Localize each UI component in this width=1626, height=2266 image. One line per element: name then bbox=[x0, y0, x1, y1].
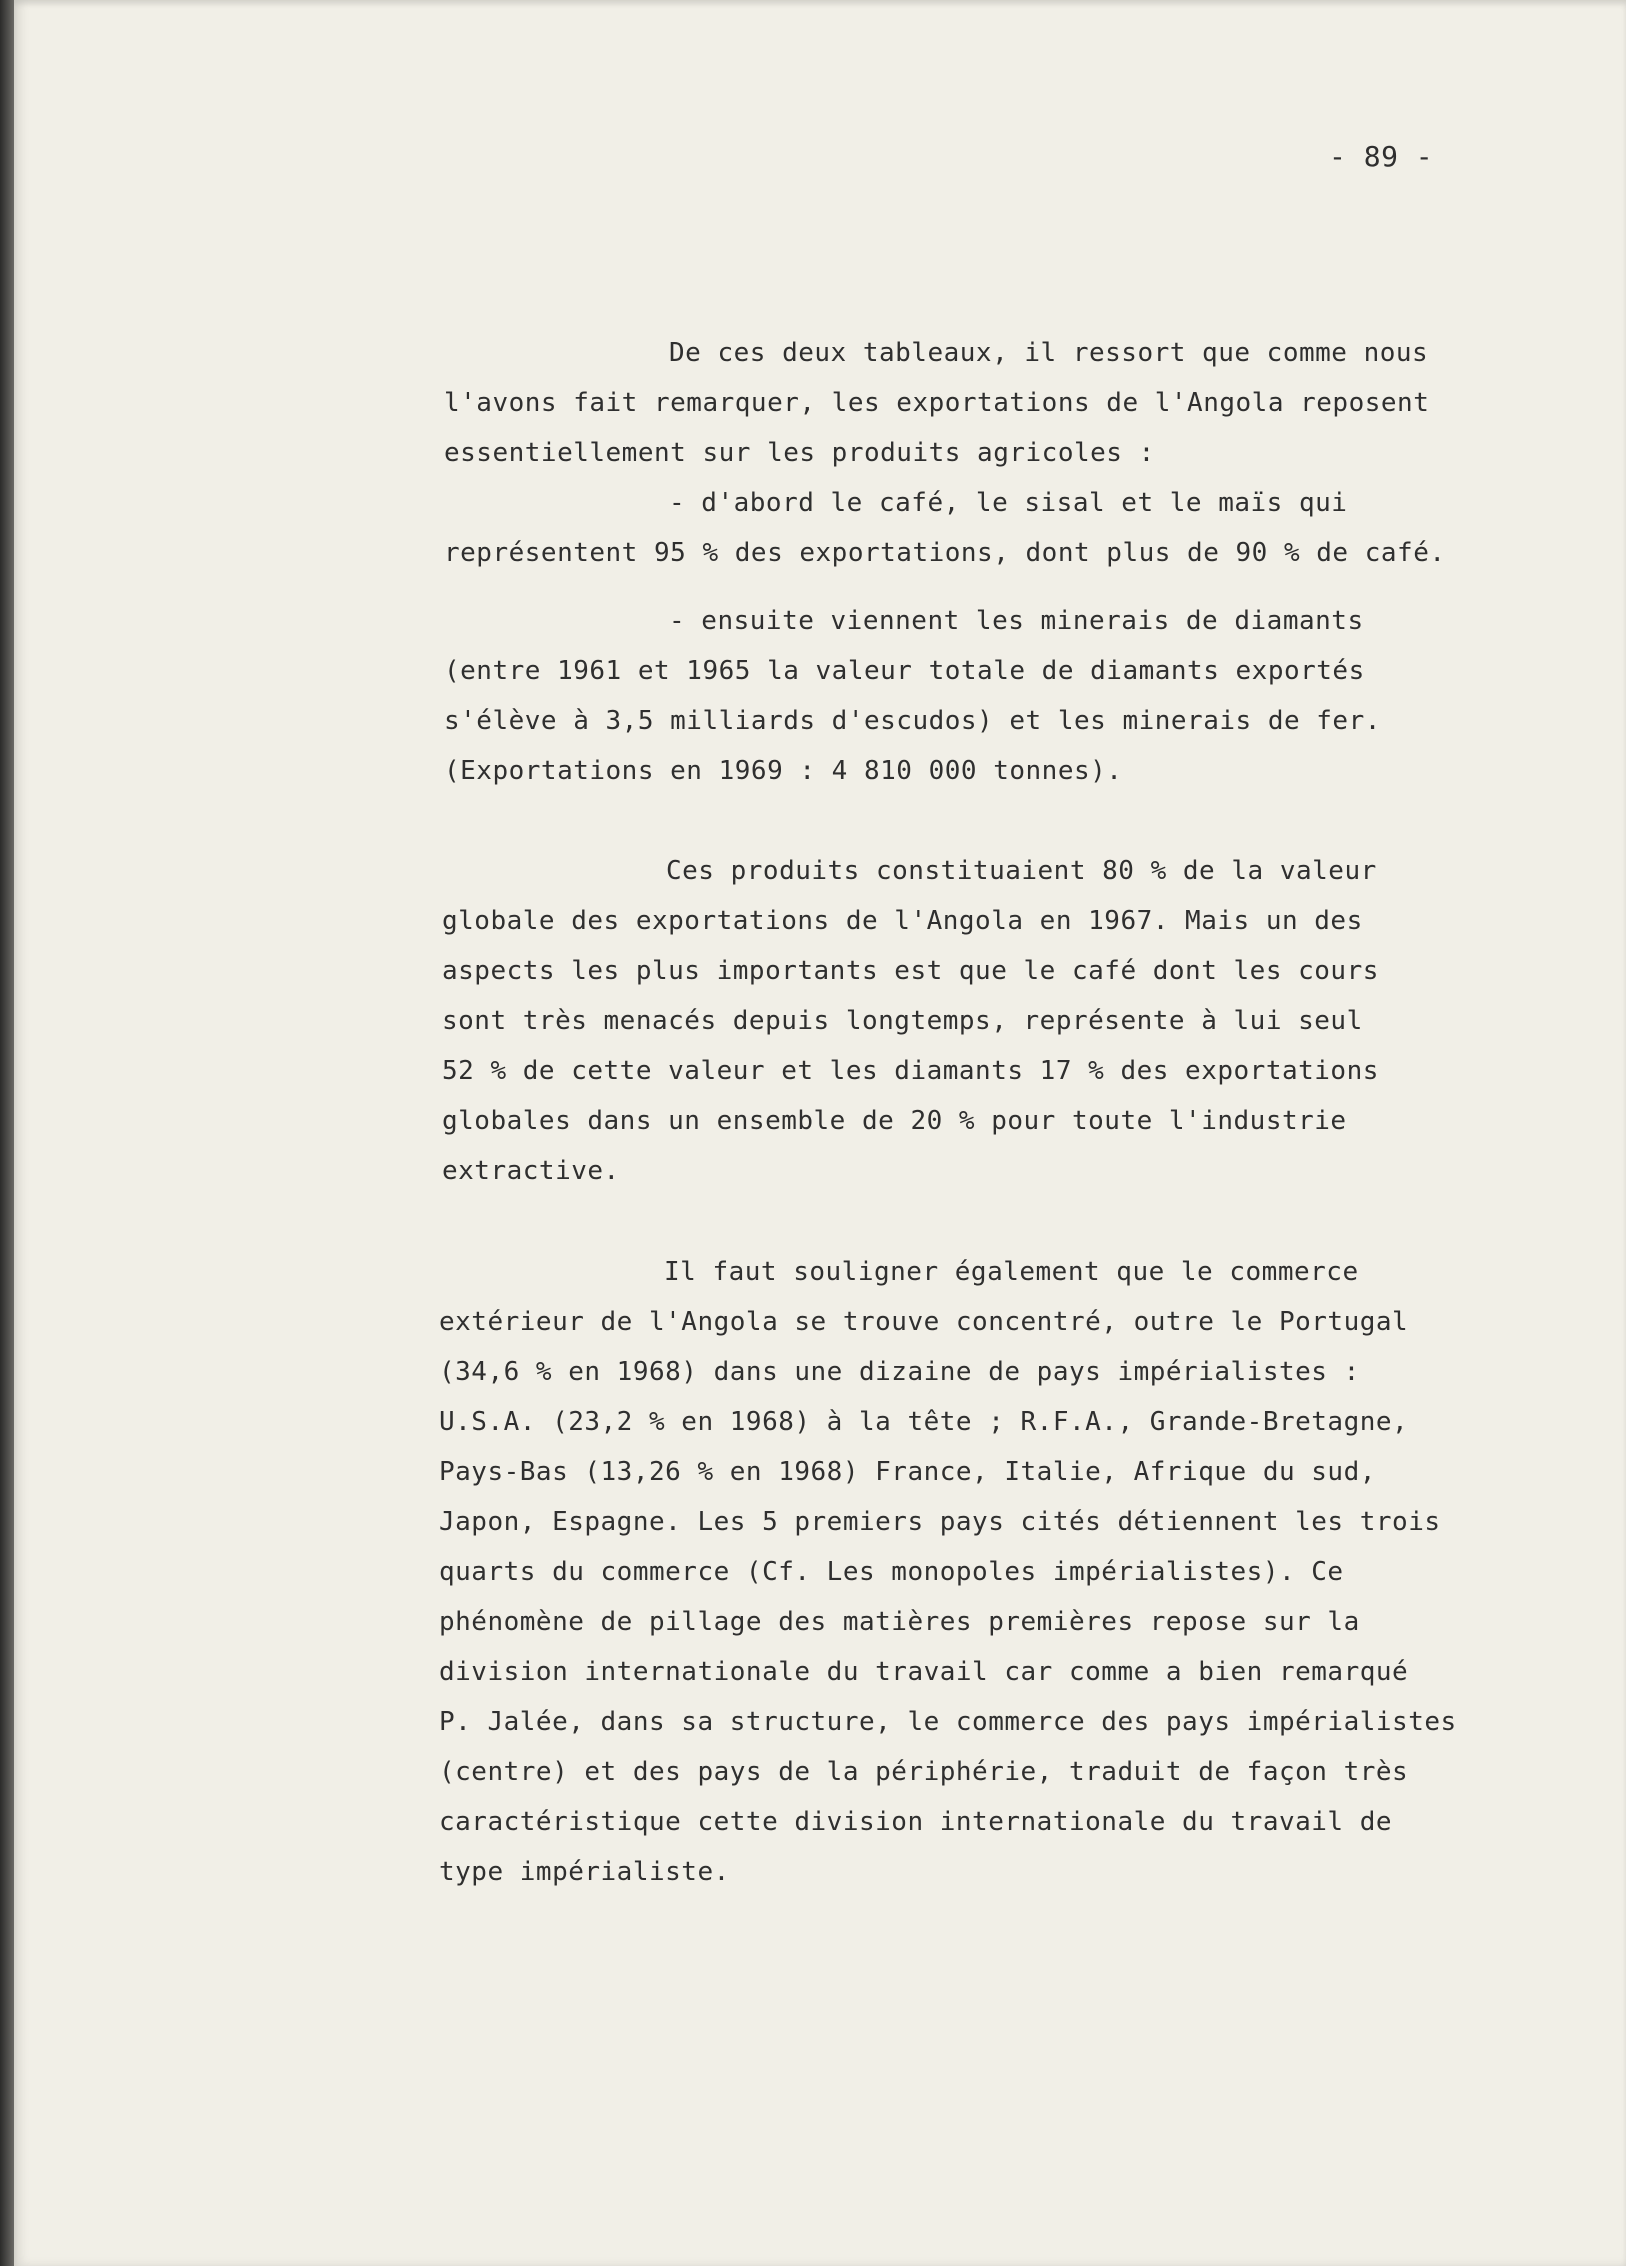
paragraph-line: U.S.A. (23,2 % en 1968) à la tête ; R.F.A., Grande-Bretagne, bbox=[439, 1407, 1409, 1437]
paragraph-line: (Exportations en 1969 : 4 810 000 tonnes). bbox=[444, 756, 1123, 786]
paragraph-line: (34,6 % en 1968) dans une dizaine de pays impérialistes : bbox=[439, 1357, 1360, 1387]
paragraph-line: phénomène de pillage des matières premières repose sur la bbox=[439, 1607, 1360, 1637]
paragraph-line: sont très menacés depuis longtemps, représente à lui seul bbox=[442, 1006, 1363, 1036]
paragraph-line: Ces produits constituaient 80 % de la valeur bbox=[666, 856, 1377, 886]
paragraph-line: Il faut souligner également que le commerce bbox=[664, 1257, 1359, 1287]
document-page bbox=[14, 0, 1626, 2266]
paragraph-line: globales dans un ensemble de 20 % pour toute l'industrie bbox=[442, 1106, 1347, 1136]
paragraph-line: globale des exportations de l'Angola en 1967. Mais un des bbox=[442, 906, 1363, 936]
paragraph-line: De ces deux tableaux, il ressort que comme nous bbox=[669, 338, 1429, 368]
paragraph-line: aspects les plus importants est que le café dont les cours bbox=[442, 956, 1379, 986]
paragraph-line: l'avons fait remarquer, les exportations de l'Angola reposent bbox=[444, 388, 1430, 418]
paragraph-line: représentent 95 % des exportations, dont plus de 90 % de café. bbox=[444, 538, 1446, 568]
paragraph-line: extérieur de l'Angola se trouve concentré, outre le Portugal bbox=[439, 1307, 1409, 1337]
binding-edge bbox=[0, 0, 14, 2266]
paragraph-line: - d'abord le café, le sisal et le maïs qui bbox=[669, 488, 1348, 518]
paragraph-line: 52 % de cette valeur et les diamants 17 % des exportations bbox=[442, 1056, 1379, 1086]
paragraph-line: s'élève à 3,5 milliards d'escudos) et les minerais de fer. bbox=[444, 706, 1381, 736]
paragraph-line: Pays-Bas (13,26 % en 1968) France, Italie, Afrique du sud, bbox=[439, 1457, 1376, 1487]
paragraph-line: extractive. bbox=[442, 1156, 620, 1186]
paragraph-line: quarts du commerce (Cf. Les monopoles impérialistes). Ce bbox=[439, 1557, 1344, 1587]
paragraph-line: (centre) et des pays de la périphérie, traduit de façon très bbox=[439, 1757, 1409, 1787]
paragraph-line: P. Jalée, dans sa structure, le commerce des pays impérialistes bbox=[439, 1707, 1457, 1737]
paragraph-line: caractéristique cette division internationale du travail de bbox=[439, 1807, 1393, 1837]
paragraph-line: Japon, Espagne. Les 5 premiers pays cités détiennent les trois bbox=[439, 1507, 1441, 1537]
paragraph-line: type impérialiste. bbox=[439, 1857, 730, 1887]
paragraph-line: division internationale du travail car comme a bien remarqué bbox=[439, 1657, 1409, 1687]
paragraph-line: - ensuite viennent les minerais de diamants bbox=[669, 606, 1364, 636]
paragraph-line: (entre 1961 et 1965 la valeur totale de diamants exportés bbox=[444, 656, 1365, 686]
paragraph-line: essentiellement sur les produits agricoles : bbox=[444, 438, 1155, 468]
page-number: - 89 - bbox=[1329, 140, 1434, 173]
